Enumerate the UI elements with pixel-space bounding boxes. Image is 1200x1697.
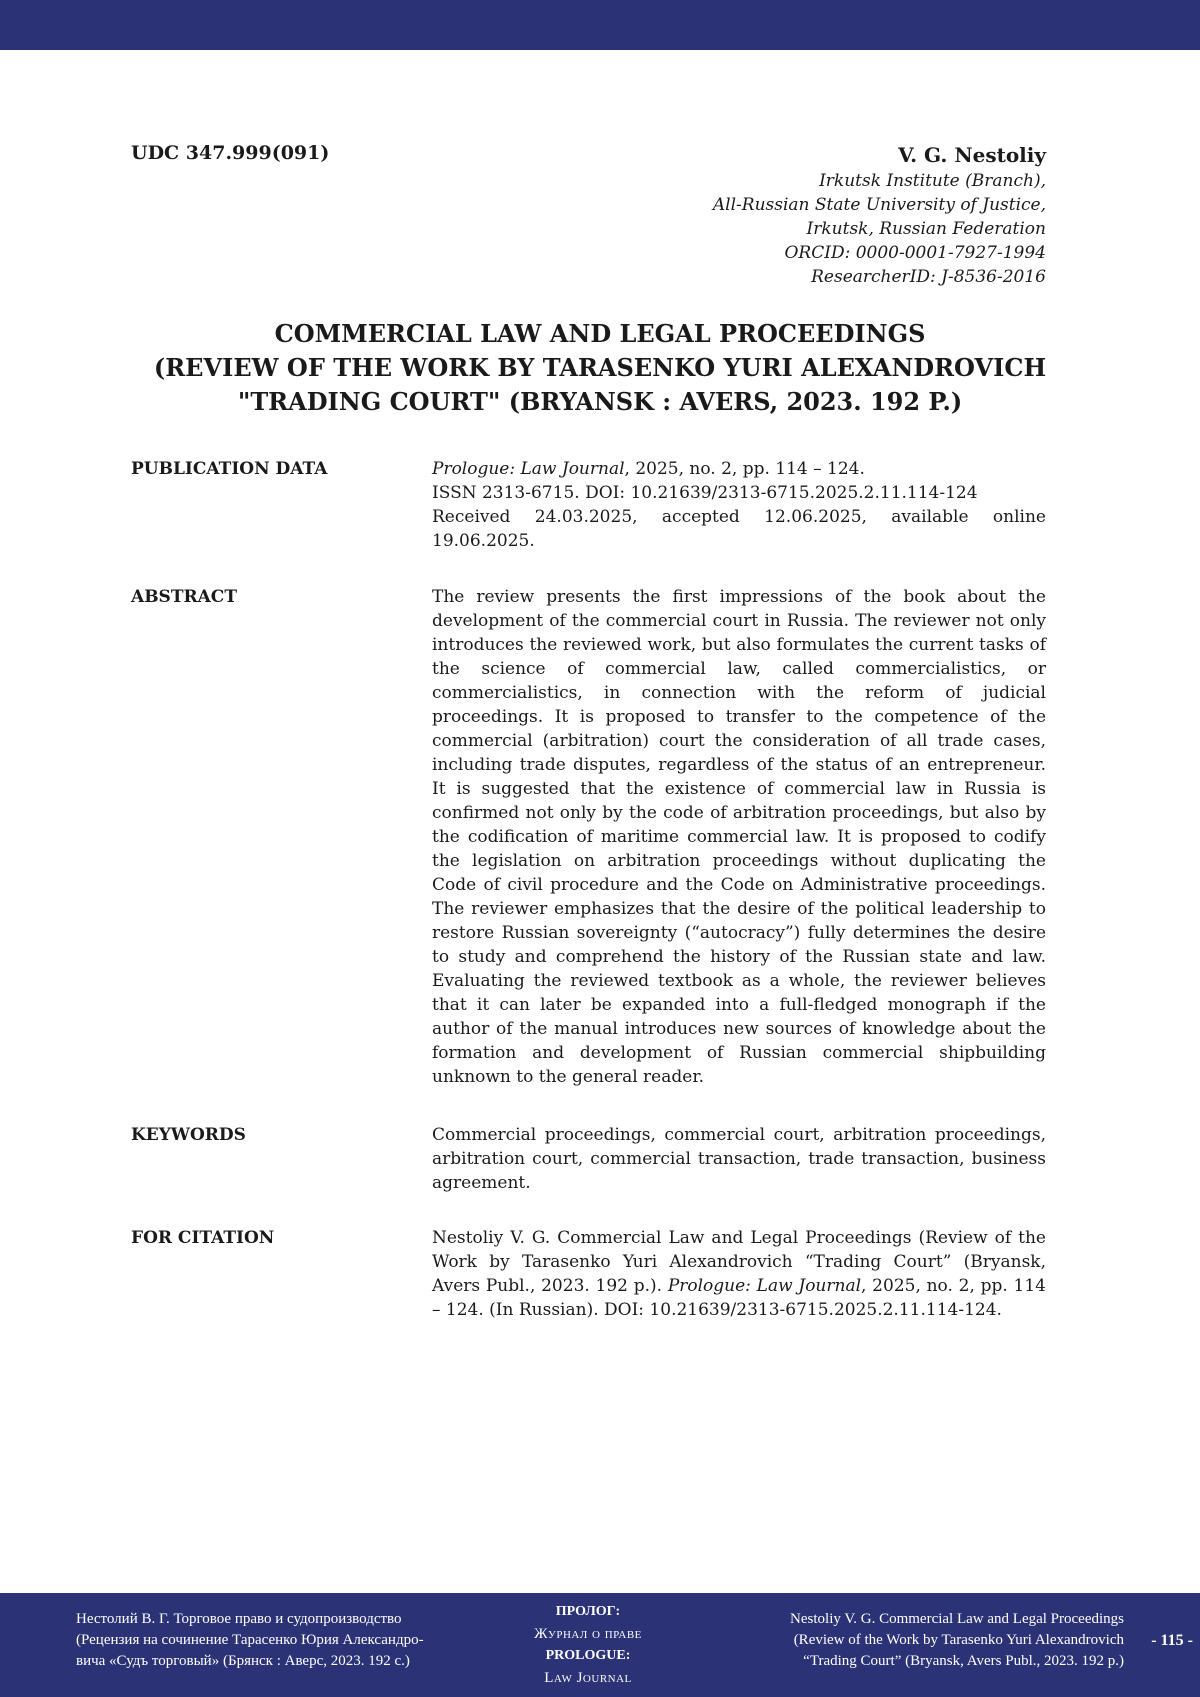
affiliation-university: All-Russian State University of Justice, — [712, 195, 1046, 215]
footer-right-line: Nestoliy V. G. Commercial Law and Legal Proceedings — [790, 1611, 1124, 1627]
abstract-text: The review presents the first impressions of the book about the development of the commercial court in Russia. The reviewer not only introduces the reviewed work, but also formulates the current tasks of the science of commercial law, called commercialistics, or commercialistics, in connection with the reform of judicial proceedings. It is proposed to transfer to the competence of the commercial (arbitration) court the consideration of all trade cases, including trade disputes, regardless of the status of an entrepreneur. It is suggested that the existence of commercial law in Russia is confirmed not only by the code of arbitration proceedings, but also by the codification of maritime commercial law. It is proposed to codify the legislation on arbitration proceedings without duplicating the Code of civil procedure and the Code on Administrative proceedings. The reviewer emphasizes that the desire of the political leadership to restore Russian sovereignty (“autocracy”) fully determines the desire to study and comprehend the history of the Russian state and law. Evaluating the reviewed textbook as a whole, the reviewer believes that it can later be expanded into a full-fledged monograph if the author of the manual introduces new sources of knowledge about the formation and development of Russian commercial shipbuilding unknown to the general reader. — [432, 587, 1046, 1087]
publication-journal-line — [432, 457, 1046, 481]
article-title — [100, 317, 1100, 419]
author-name: V. G. Nestoliy — [898, 143, 1046, 167]
author-block — [526, 141, 1046, 289]
affiliation-location: Irkutsk, Russian Federation — [806, 219, 1046, 239]
publication-dates: Received 24.03.2025, accepted 12.06.2025, available online 19.06.2025. — [432, 507, 1046, 551]
journal-name: Prologue: Law Journal — [432, 459, 625, 479]
citation-label: FOR CITATION — [131, 1228, 275, 1248]
publication-data-body — [432, 457, 1046, 553]
footer-right-line: (Review of the Work by Tarasenko Yuri Alexandrovich — [793, 1632, 1124, 1648]
abstract-label: ABSTRACT — [131, 587, 237, 607]
footer-left-line: (Рецензия на сочинение Тарасенко Юрия Александро- — [76, 1632, 424, 1648]
page-number: - 115 - — [1151, 1632, 1193, 1649]
top-color-band — [0, 0, 1200, 50]
footer-left-line: вича «Судъ торговый» (Брянск : Аверс, 2023. 192 с.) — [76, 1653, 410, 1669]
footer-right-line: “Trading Court” (Bryansk, Avers Publ., 2023. 192 p.) — [803, 1653, 1124, 1669]
citation-journal: Prologue: Law Journal — [667, 1276, 862, 1296]
udc-code: UDC 347.999(091) — [131, 142, 330, 164]
journal-issue: , 2025, no. 2, pp. 114 – 124. — [624, 459, 865, 479]
footer-left-line: Нестолий В. Г. Торговое право и судопроизводство — [76, 1611, 402, 1627]
keywords-text: Commercial proceedings, commercial court, arbitration proceedings, arbitration court, commercial transaction, trade transaction, business agreement. — [432, 1125, 1046, 1193]
title-line: (REVIEW OF THE WORK BY TARASENKO YURI ALEXANDROVICH — [153, 353, 1047, 382]
footer-russian-reference — [76, 1609, 476, 1672]
publication-data-label: PUBLICATION DATA — [131, 459, 328, 479]
footer-english-reference — [704, 1609, 1124, 1672]
journal-subtitle-en: Law Journal — [544, 1670, 632, 1686]
page-footer — [0, 1593, 1200, 1697]
author-orcid: ORCID: 0000-0001-7927-1994 — [784, 243, 1046, 263]
author-researcher-id: ResearcherID: J-8536-2016 — [811, 267, 1046, 287]
journal-title-ru: ПРОЛОГ: — [555, 1604, 621, 1619]
citation-details: , 2025, no. 2, pp. 114 – 124. (In Russian). DOI: 10.21639/2313-6715.2025.2.11.114-124. — [432, 1276, 1046, 1320]
journal-subtitle-ru: Журнал о праве — [534, 1626, 642, 1642]
journal-title-en: PROLOGUE: — [545, 1648, 631, 1663]
title-line: "TRADING COURT" (BRYANSK : AVERS, 2023. 192 P.) — [237, 387, 963, 416]
keywords-label: KEYWORDS — [131, 1125, 246, 1145]
citation-text — [432, 1226, 1046, 1322]
publication-issn-doi: ISSN 2313-6715. DOI: 10.21639/2313-6715.2025.2.11.114-124 — [432, 483, 978, 503]
title-line: COMMERCIAL LAW AND LEGAL PROCEEDINGS — [274, 319, 926, 348]
footer-journal-logo — [488, 1601, 688, 1689]
citation-reference: Nestoliy V. G. Commercial Law and Legal Proceedings (Review of the Work by Tarasenko Yuri Alexandrovich “Trading Court” (Bryansk, Avers Publ., 2023. 192 p.). — [432, 1228, 1046, 1296]
affiliation-institute: Irkutsk Institute (Branch), — [819, 171, 1046, 191]
